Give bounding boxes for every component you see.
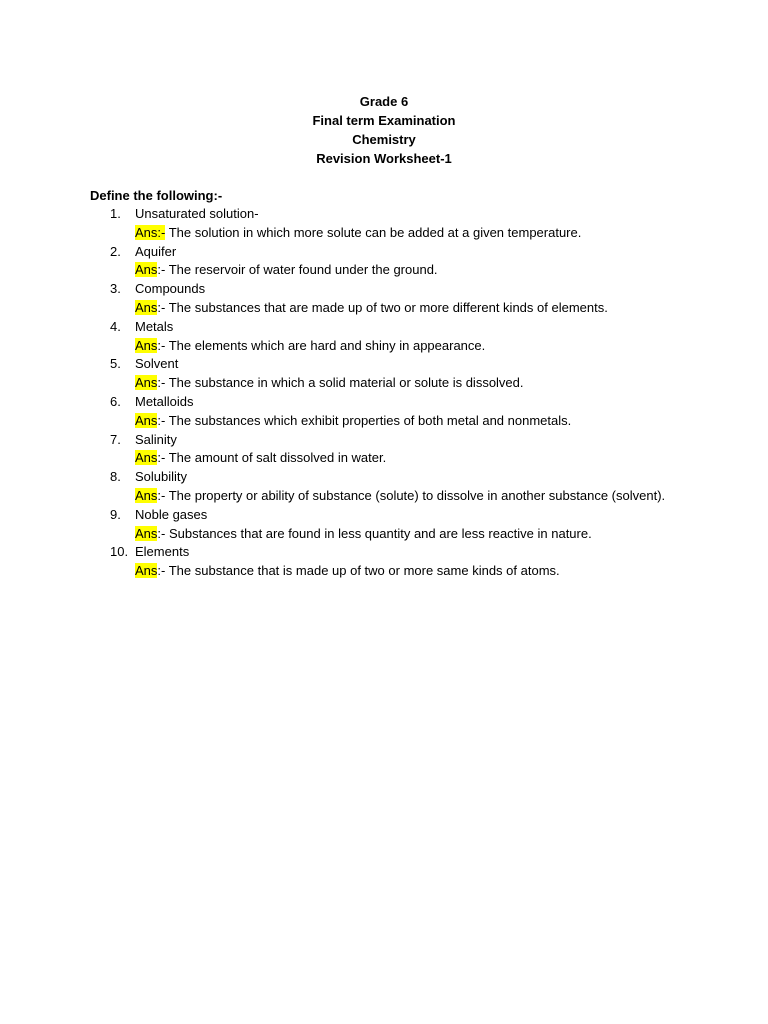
header-subject: Chemistry [352,132,416,147]
ans-label: Ans [135,262,158,278]
item-number: 6. [110,393,121,409]
item-term: Unsaturated solution- [135,206,259,221]
answer-text: The solution in which more solute can be added at a given temperature. [165,224,582,240]
item-number: 10. [110,544,129,560]
item-answer [90,449,710,468]
ans-label: Ans [135,487,158,503]
list-item [90,355,710,393]
item-answer [90,337,710,356]
answer-text: :- The substance that is made up of two or more same kinds of atoms. [157,563,560,579]
item-term: Compounds [135,281,206,297]
answer-text: :- The amount of salt dissolved in water. [157,450,387,466]
item-term: Aquifer [135,243,177,259]
ans-label: Ans [135,299,158,315]
ans-label: Ans [135,412,158,428]
item-number: 2. [110,243,121,259]
list-item [90,393,710,431]
list-item [90,243,710,281]
item-answer [90,525,710,544]
ans-label: Ans [135,337,158,353]
item-number: 9. [110,506,121,522]
item-term: Noble gases [135,506,208,522]
item-number: 4. [110,318,121,334]
list-item [90,318,710,356]
item-answer [90,487,710,506]
list-item [90,506,710,544]
header-grade: Grade 6 [359,94,409,109]
list-item [90,543,710,581]
item-answer [90,261,710,280]
header-worksheet: Revision Worksheet-1 [316,151,452,166]
item-number: 7. [110,431,121,447]
item-answer [90,412,710,431]
answer-text: :- The substances which exhibit properties of both metal and nonmetals. [157,412,572,428]
item-answer [90,562,710,581]
header-exam: Final term Examination [312,113,456,128]
ans-label: Ans [135,525,158,541]
answer-text: :- Substances that are found in less quantity and are less reactive in nature. [157,525,592,541]
list-item [90,431,710,469]
item-answer [90,224,710,243]
ans-label: Ans [135,563,158,579]
item-number: 3. [110,281,121,297]
answer-text: :- The property or ability of substance (solute) to dissolve in another substance (solvent). [157,487,666,503]
ans-label: Ans:- [135,224,166,240]
item-number: 1. [110,206,121,221]
answer-text: :- The reservoir of water found under the ground. [157,262,438,278]
document-header [0,92,768,168]
ans-label: Ans [135,450,158,466]
item-number: 5. [110,356,121,372]
ans-label: Ans [135,375,158,391]
item-number: 8. [110,469,121,485]
list-item [90,280,710,318]
item-term: Elements [135,544,190,560]
item-answer [90,299,710,318]
list-item [90,205,710,243]
answer-text: :- The substances that are made up of two or more different kinds of elements. [157,299,608,315]
answer-text: :- The substance in which a solid material or solute is dissolved. [157,375,524,391]
item-term: Metalloids [135,393,194,409]
answer-text: :- The elements which are hard and shiny in appearance. [157,337,486,353]
item-term: Metals [135,318,174,334]
item-term: Salinity [135,431,177,447]
list-item [90,468,710,506]
item-term: Solvent [135,356,179,372]
item-term: Solubility [135,469,188,485]
definition-list [90,205,710,581]
item-answer [90,374,710,393]
section-title: Define the following:- [90,188,223,203]
